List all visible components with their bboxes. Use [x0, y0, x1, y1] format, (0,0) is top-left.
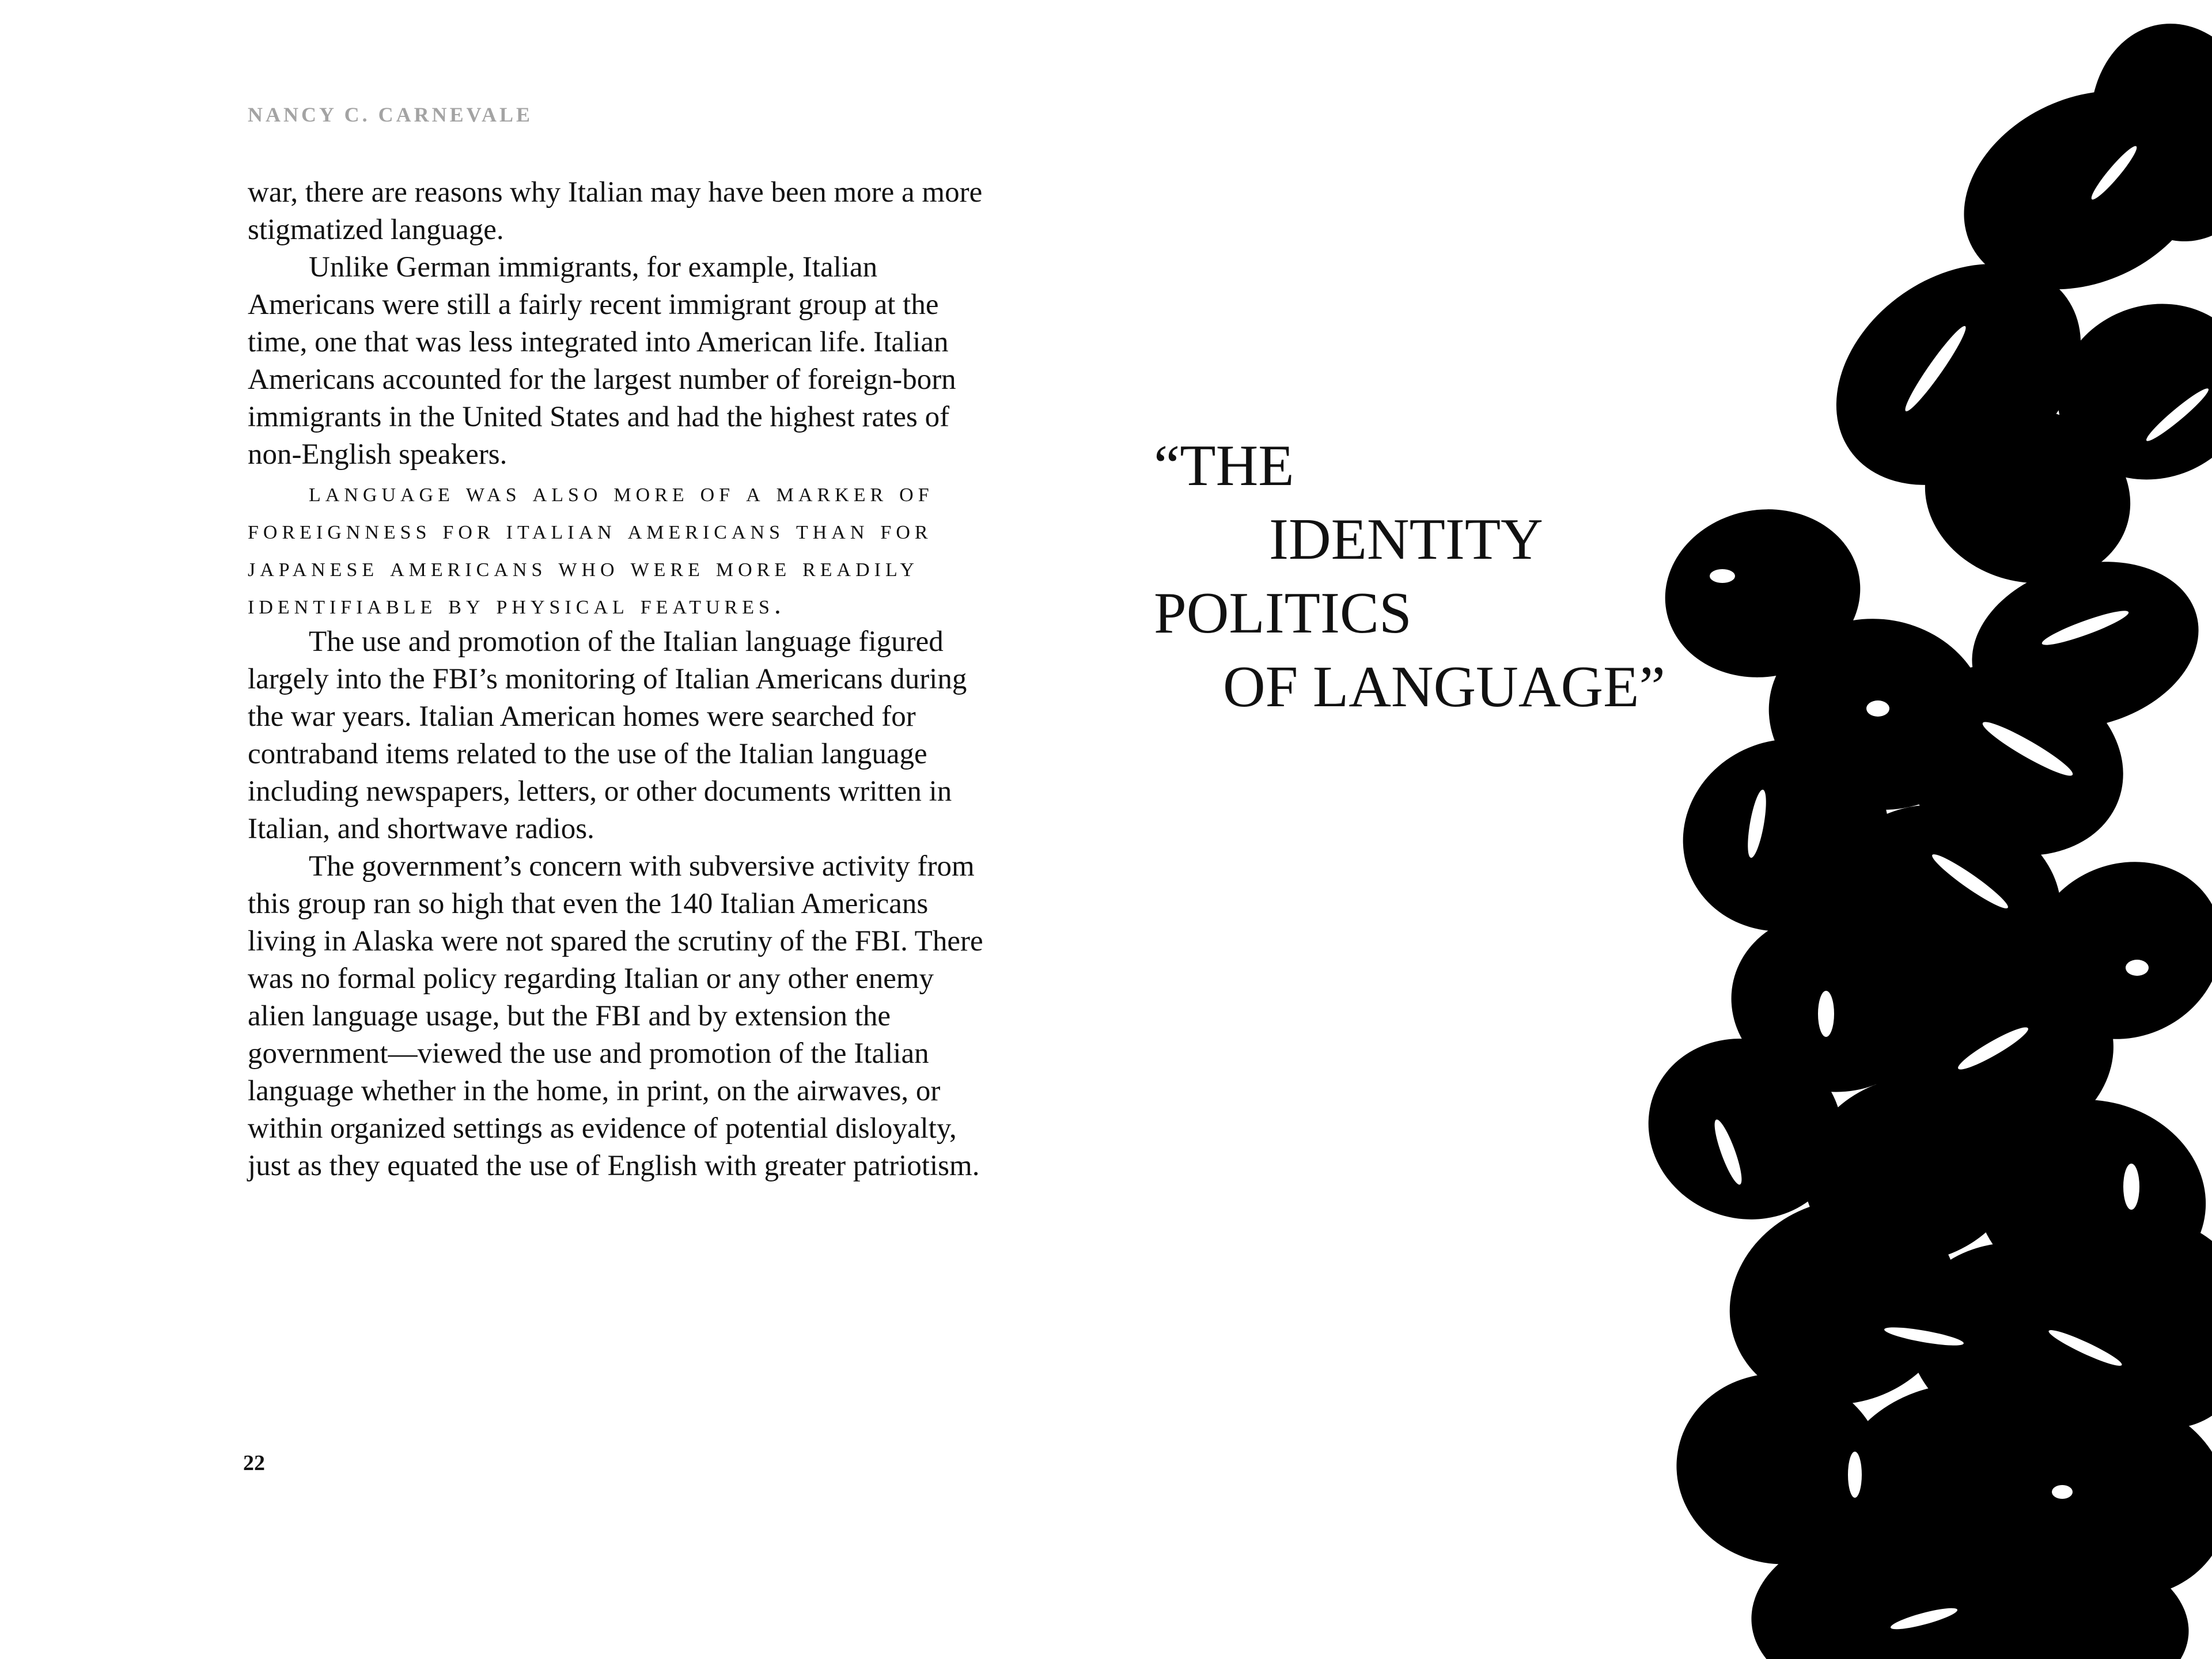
pull-quote-line-4: OF LANGUAGE” — [1223, 654, 1665, 719]
pull-quote-line-3: POLITICS — [1154, 581, 1412, 646]
body-text — [248, 174, 997, 1185]
paragraph-1: war, there are reasons why Italian may have been more a more stigmatized language. — [248, 176, 983, 246]
paragraph-4: The use and promotion of the Italian language figured largely into the FBI’s monitoring of Italian Americans during the war years. Italian American homes were searched for contraband items related to the use of the Italian language including newspapers, letters, or other documents written in Italian, and shortwave radios. — [248, 626, 967, 845]
pull-quote-line-1: “THE — [1154, 433, 1294, 498]
paragraph-3-small-caps: language was also more of a marker of foreignness for italian americans than for japanese americans who were more readily identifiable by physical features. — [248, 477, 934, 620]
running-head: NANCY C. CARNEVALE — [248, 103, 533, 126]
pull-quote-line-2: IDENTITY — [1269, 507, 1543, 572]
bean-cluster-illustration — [1555, 0, 2212, 1659]
page-number: 22 — [243, 1451, 265, 1475]
paragraph-5: The government’s concern with subversive activity from this group ran so high that even the 140 Italian Americans living in Alaska were not spared the scrutiny of the FBI. There was no formal policy regarding Italian or any other enemy alien language usage, but the FBI and by extension the government—viewed the use and promotion of the Italian language whether in the home, in print, on the airwaves, or within organized settings as evidence of potential disloyalty, just as they equated the use of English with greater patriotism. — [248, 850, 983, 1182]
paragraph-2: Unlike German immigrants, for example, Italian Americans were still a fairly recent immigrant group at the time, one that was less integrated into American life. Italian Americans accounted for the largest number of foreign-born immigrants in the United States and had the highest rates of non-English speakers. — [248, 251, 956, 471]
